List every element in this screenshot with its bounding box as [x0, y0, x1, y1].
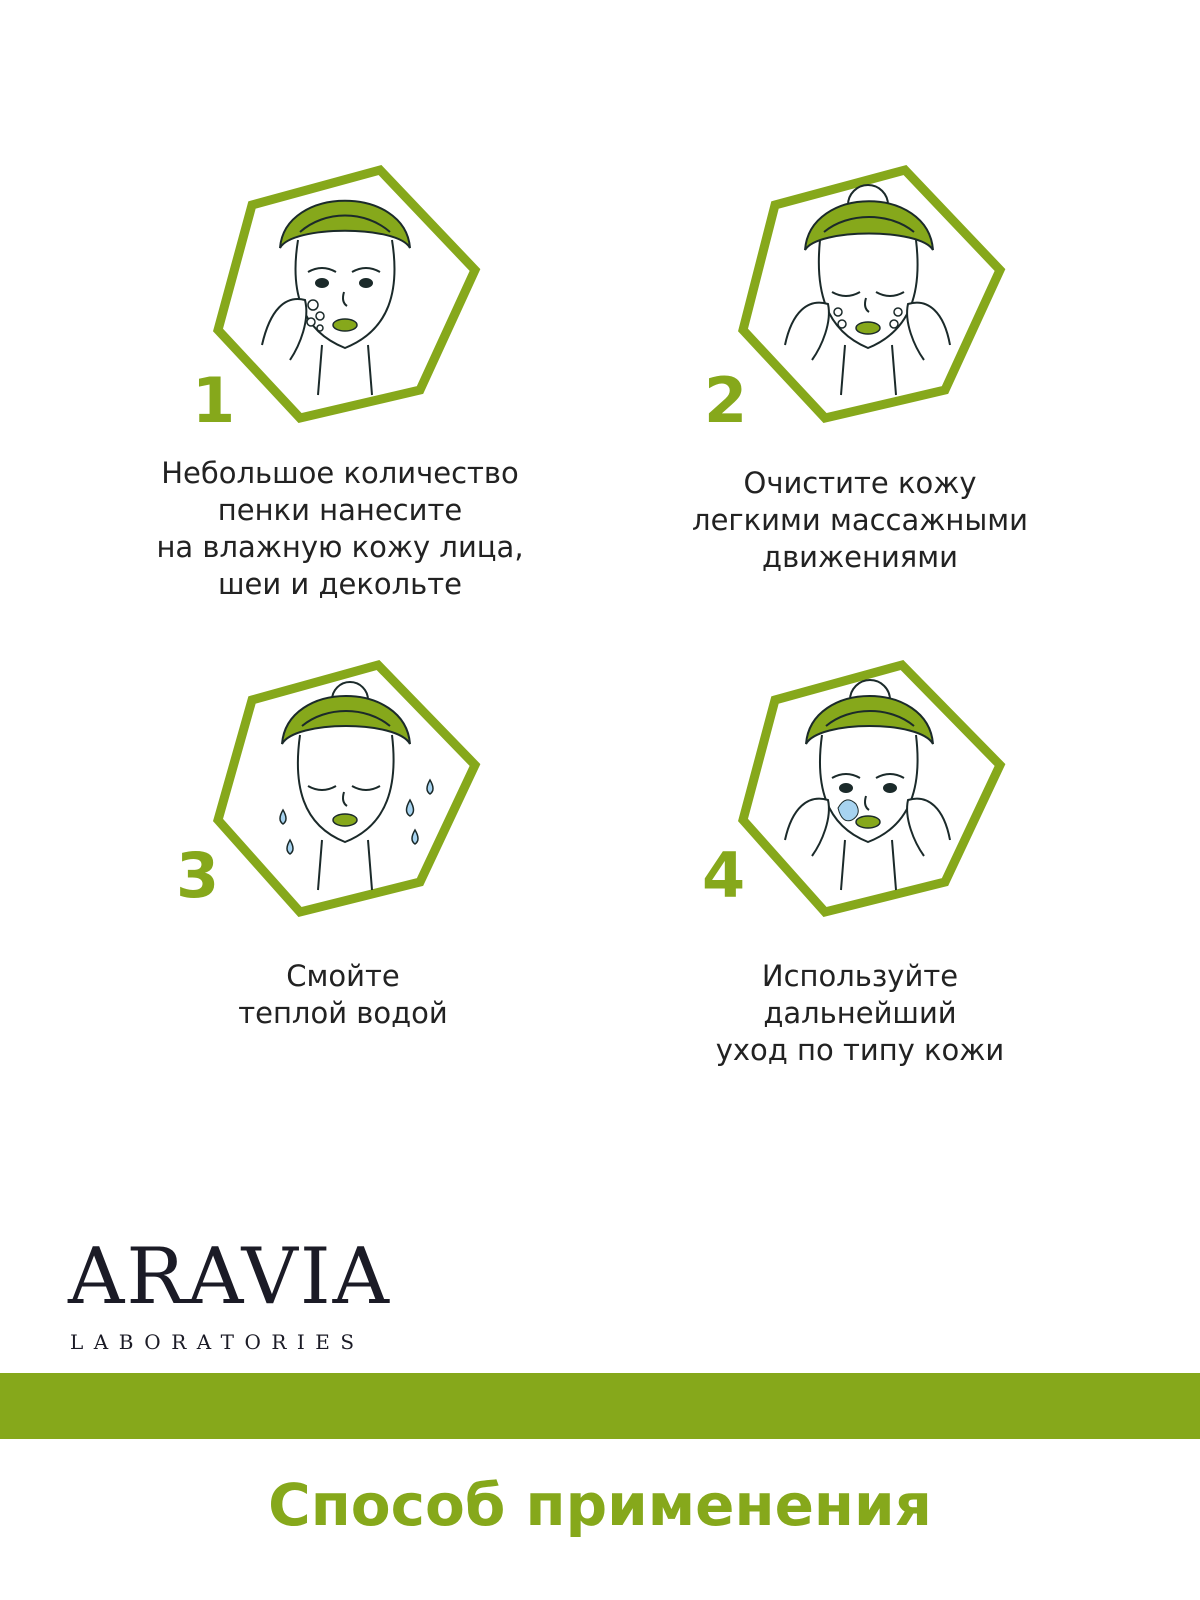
step-text-line: теплой водой — [238, 996, 448, 1030]
logo-subtitle: LABORATORIES — [70, 1330, 365, 1354]
step-number: 4 — [702, 839, 746, 912]
footer-title: Способ применения — [268, 1471, 932, 1539]
aravia-logo — [68, 1232, 408, 1358]
step-text-line: Небольшое количество — [161, 456, 519, 490]
step-number: 3 — [176, 839, 220, 912]
step-text-line: шеи и декольте — [217, 567, 463, 601]
step-description — [660, 958, 1060, 1069]
step-number: 2 — [704, 364, 748, 437]
step-text-line: уход по типу кожи — [715, 1033, 1005, 1067]
step-text-line: Смойте — [286, 959, 400, 993]
step-text-line: на влажную кожу лица, — [156, 530, 524, 564]
step-text-line: движениями — [762, 540, 958, 574]
step-text-line: легкими массажными — [692, 503, 1028, 537]
step-number: 1 — [192, 364, 236, 437]
step-text-line: дальнейший — [763, 996, 957, 1030]
step-text-line: пенки нанесите — [217, 493, 463, 527]
footer-color-band — [0, 1373, 1200, 1439]
step-text-line: Очистите кожу — [743, 466, 977, 500]
logo-wordmark: ARAVIA — [68, 1232, 391, 1322]
step-text-line: Используйте — [761, 959, 959, 993]
